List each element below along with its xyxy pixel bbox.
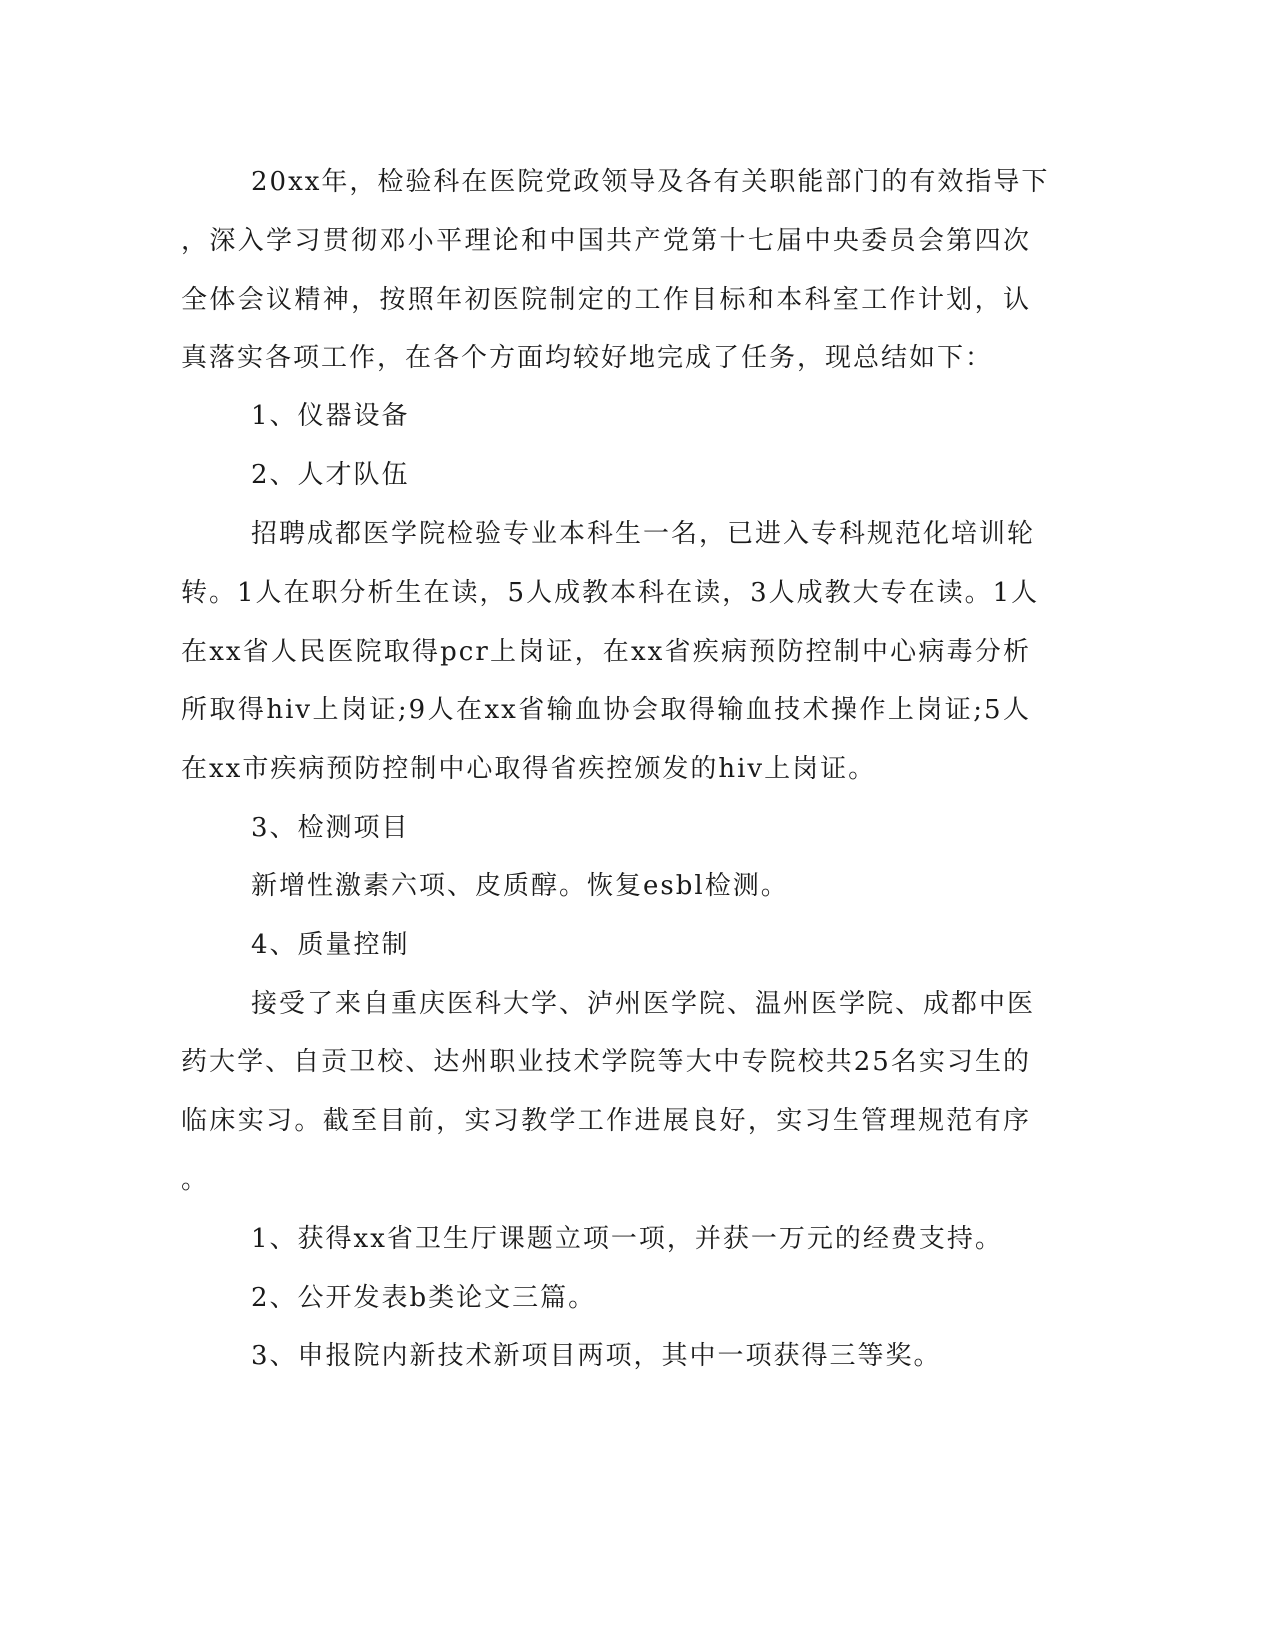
list-item-research-2: 2、公开发表b类论文三篇。 <box>251 1283 597 1313</box>
paragraph-talent-line-5: 在xx市疾病预防控制中心取得省疾控颁发的hiv上岗证。 <box>181 754 877 784</box>
paragraph-talent-line-3: 在xx省人民医院取得pcr上岗证，在xx省疾病预防控制中心病毒分析 <box>181 637 1031 667</box>
list-item-research-1: 1、获得xx省卫生厅课题立项一项，并获一万元的经费支持。 <box>251 1224 1003 1254</box>
paragraph-talent-line-1: 招聘成都医学院检验专业本科生一名，已进入专科规范化培训轮 <box>251 519 1036 549</box>
section-heading-quality: 4、质量控制 <box>251 930 410 960</box>
paragraph-quality-line-2: 药大学、自贡卫校、达州职业技术学院等大中专院校共25名实习生的 <box>181 1047 1031 1077</box>
paragraph-intro-line-1: 20xx年，检验科在医院党政领导及各有关职能部门的有效指导下 <box>251 167 1050 197</box>
paragraph-quality-line-4: 。 <box>181 1165 210 1195</box>
list-item-research-3: 3、申报院内新技术新项目两项，其中一项获得三等奖。 <box>251 1341 942 1371</box>
paragraph-talent-line-4: 所取得hiv上岗证;9人在xx省输血协会取得输血技术操作上岗证;5人 <box>181 695 1031 725</box>
section-heading-testing: 3、检测项目 <box>251 813 410 843</box>
paragraph-intro-line-4: 真落实各项工作，在各个方面均较好地完成了任务，现总结如下： <box>181 343 994 373</box>
section-heading-talent: 2、人才队伍 <box>251 460 410 490</box>
paragraph-quality-line-3: 临床实习。截至目前，实习教学工作进展良好，实习生管理规范有序 <box>181 1106 1031 1136</box>
paragraph-testing: 新增性激素六项、皮质醇。恢复esbl检测。 <box>251 871 789 901</box>
paragraph-intro-line-2: ，深入学习贯彻邓小平理论和中国共产党第十七届中央委员会第四次 <box>181 226 1031 256</box>
section-heading-equipment: 1、仪器设备 <box>251 401 410 431</box>
paragraph-quality-line-1: 接受了来自重庆医科大学、泸州医学院、温州医学院、成都中医 <box>251 989 1036 1019</box>
paragraph-intro-line-3: 全体会议精神，按照年初医院制定的工作目标和本科室工作计划，认 <box>181 285 1031 315</box>
paragraph-talent-line-2: 转。1人在职分析生在读，5人成教本科在读，3人成教大专在读。1人 <box>181 578 1040 608</box>
